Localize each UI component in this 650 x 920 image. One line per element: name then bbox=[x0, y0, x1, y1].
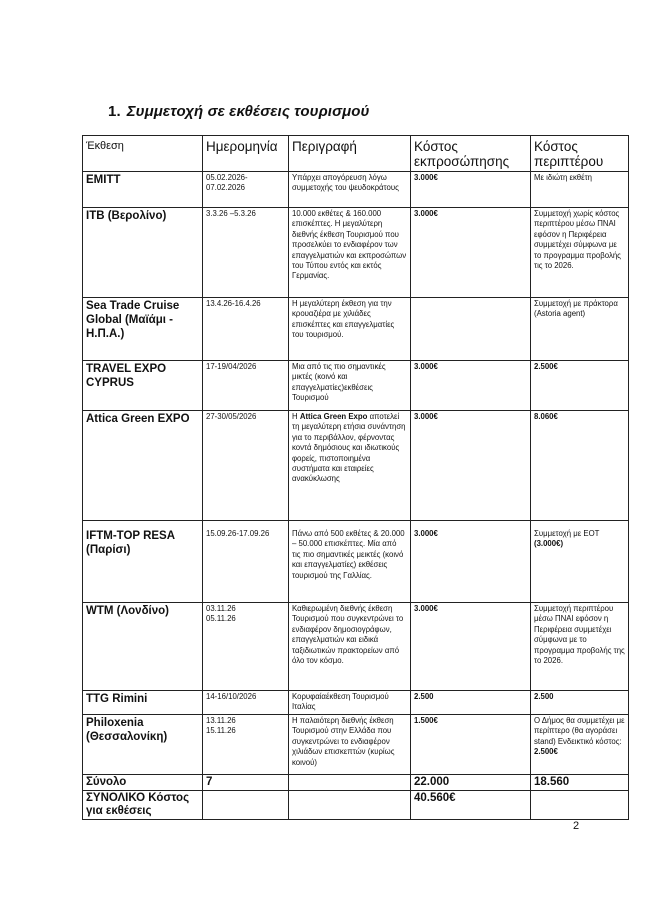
event-date-start: 13.11.26 bbox=[206, 716, 236, 725]
event-description bbox=[289, 411, 411, 521]
booth-cost bbox=[531, 521, 629, 603]
page-number: 2 bbox=[573, 820, 580, 832]
representation-cost: 3.000€ bbox=[414, 173, 438, 182]
description-prefix: Η bbox=[292, 412, 300, 421]
booth-cost: 2.500 bbox=[534, 692, 554, 701]
representation-cost: 3.000€ bbox=[414, 362, 438, 371]
table-row bbox=[83, 298, 629, 361]
event-name: Philoxenia (Θεσσαλονίκη) bbox=[83, 715, 203, 775]
event-date: 27-30/05/2026 bbox=[203, 411, 289, 521]
header-representation-cost: Κόστος εκπροσώπησης bbox=[411, 136, 531, 172]
table-row bbox=[83, 521, 629, 603]
grand-total-row bbox=[83, 791, 629, 820]
table-row bbox=[83, 691, 629, 715]
event-name: IFTM-TOP RESA (Παρίσι) bbox=[83, 521, 203, 603]
header-booth-cost: Κόστος περιπτέρου bbox=[531, 136, 629, 172]
event-name: Attica Green EXPO bbox=[83, 411, 203, 521]
booth-cost: 2.500€ bbox=[534, 362, 558, 371]
table-row bbox=[83, 208, 629, 298]
grand-total-empty-3 bbox=[531, 791, 629, 820]
representation-cost: 2.500 bbox=[414, 692, 434, 701]
event-description: Μια από τις πιο σημαντικές μικτές (κοινό και επαγγελματίες)εκθέσεις Τουρισμού bbox=[289, 361, 411, 411]
event-date: 13.4.26-16.4.26 bbox=[203, 298, 289, 361]
event-date-end: 15.11.26 bbox=[206, 726, 236, 736]
section-heading bbox=[108, 103, 370, 120]
booth-cost: 8.060€ bbox=[534, 412, 558, 421]
grand-total-empty-1 bbox=[203, 791, 289, 820]
table-row bbox=[83, 603, 629, 691]
representation-cost: 3.000€ bbox=[414, 209, 438, 218]
header-description: Περιγραφή bbox=[289, 136, 411, 172]
event-name: TTG Rimini bbox=[83, 691, 203, 715]
table-row bbox=[83, 411, 629, 521]
table-row bbox=[83, 361, 629, 411]
event-name: ΙΤΒ (Βερολίνο) bbox=[83, 208, 203, 298]
booth-cost-extra: 2.500€ bbox=[534, 747, 558, 757]
total-count: 7 bbox=[203, 775, 289, 791]
representation-cost: 3.000€ bbox=[414, 604, 438, 613]
event-date bbox=[203, 603, 289, 691]
section-title: Συμμετοχή σε εκθέσεις τουρισμού bbox=[126, 103, 370, 120]
grand-total-empty-2 bbox=[289, 791, 411, 820]
event-description: Πάνω από 500 εκθέτες & 20.000 – 50.000 επισκέπτες. Μία από τις πιο σημαντικές μεικτές (κοινό και επαγγελματίες) εκθέσεις τουρισμού της Γαλλίας. bbox=[289, 521, 411, 603]
booth-cost bbox=[531, 715, 629, 775]
booth-cost-text: Ο Δήμος θα συμμετέχει με περίπτερο (θα αγοράσει stand) Ενδεικτικό κόστος: bbox=[534, 716, 625, 746]
event-name: EMITT bbox=[83, 172, 203, 208]
header-date: Ημερομηνία bbox=[203, 136, 289, 172]
event-date: 3.3.26 –5.3.26 bbox=[203, 208, 289, 298]
table-header-row bbox=[83, 136, 629, 172]
booth-cost: Με ιδιώτη εκθέτη bbox=[531, 172, 629, 208]
table-row bbox=[83, 172, 629, 208]
total-empty bbox=[289, 775, 411, 791]
grand-total-value: 40.560€ bbox=[411, 791, 531, 820]
event-description: Κορυφαίαέκθεση Τουρισμού Ιταλίας bbox=[289, 691, 411, 715]
representation-cost: 3.000€ bbox=[414, 529, 438, 538]
event-date-end: 05.11.26 bbox=[206, 614, 236, 624]
exhibitions-table bbox=[82, 135, 629, 820]
event-description: Η παλαιότερη διεθνής έκθεση Τουρισμού στην Ελλάδα που συγκεντρώνει το ενδιαφέρον χιλιάδων επισκεπτών (κυρίως κοινού) bbox=[289, 715, 411, 775]
table-row bbox=[83, 715, 629, 775]
total-label: Σύνολο bbox=[83, 775, 203, 791]
event-date: 15.09.26-17.09.26 bbox=[203, 521, 289, 603]
header-event: Έκθεση bbox=[83, 136, 203, 172]
event-name: WTM (Λονδίνο) bbox=[83, 603, 203, 691]
event-description: Υπάρχει απογόρευση λόγω συμμετοχής του ψευδοκράτους bbox=[289, 172, 411, 208]
event-date bbox=[203, 715, 289, 775]
total-booth-cost: 18.560 bbox=[531, 775, 629, 791]
event-name: Sea Trade Cruise Global (Μαϊάμι - Η.Π.Α.) bbox=[83, 298, 203, 361]
event-date: 05.02.2026-07.02.2026 bbox=[203, 172, 289, 208]
total-row bbox=[83, 775, 629, 791]
representation-cost: 1.500€ bbox=[414, 716, 438, 725]
total-representation-cost: 22.000 bbox=[411, 775, 531, 791]
event-date: 17-19/04/2026 bbox=[203, 361, 289, 411]
event-date: 14-16/10/2026 bbox=[203, 691, 289, 715]
event-description: 10.000 εκθέτες & 160.000 επισκέπτες. Η μεγαλύτερη διεθνής έκθεση Τουρισμού που προσελκύει το ενδιαφέρον των επαγγελματιών και εκπροσώπων του Τύπου εντός και εκτός Γερμανίας. bbox=[289, 208, 411, 298]
booth-cost-extra: (3.000€) bbox=[534, 539, 564, 549]
description-rest: αποτελεί τη μεγαλύτερη ετήσια συνάντηση για το περιβάλλον, φέρνοντας κοντά δημόσιους και ιδιωτικούς φορείς, πιστοποιημένα συστήματα και εταιρείες ανακύκλωσης bbox=[292, 412, 406, 484]
booth-cost: Συμμετοχή με πράκτορα (Astoria agent) bbox=[531, 298, 629, 361]
grand-total-label: ΣΥΝΟΛΙΚΟ Κόστος για εκθέσεις bbox=[83, 791, 203, 820]
event-date-start: 03.11.26 bbox=[206, 604, 236, 613]
event-description: Καθιερωμένη διεθνής έκθεση Τουρισμού που συγκεντρώνει το ενδιαφέρον δημοσιογράφων, επαγγελματιών και ειδικά ταξιδιωτικών πρακτορείων από όλο τον κόσμο. bbox=[289, 603, 411, 691]
event-name: TRAVEL EXPO CYPRUS bbox=[83, 361, 203, 411]
booth-cost: Συμμετοχή χωρίς κόστος περιπτέρου μέσω ΠΝΑΙ εφόσον η Περιφέρεια συμμετέχει σύμφωνα με το προγραμμα προβολής τις το 2026. bbox=[531, 208, 629, 298]
booth-cost: Συμμετοχή περιπτέρου μέσω ΠΝΑΙ εφόσον η Περιφέρεια συμμετέχει σύμφωνα με το προγραμμα προβολής της το 2026. bbox=[531, 603, 629, 691]
description-bold: Attica Green Expo bbox=[299, 412, 368, 421]
representation-cost: 3.000€ bbox=[414, 412, 438, 421]
section-number: 1. bbox=[108, 103, 121, 120]
booth-cost-text: Συμμετοχή με ΕΟΤ bbox=[534, 529, 600, 538]
event-description: Η μεγαλύτερη έκθεση για την κρουαζιέρα με χιλιάδες επισκέπτες και επαγγελματίες του τουρισμού. bbox=[289, 298, 411, 361]
